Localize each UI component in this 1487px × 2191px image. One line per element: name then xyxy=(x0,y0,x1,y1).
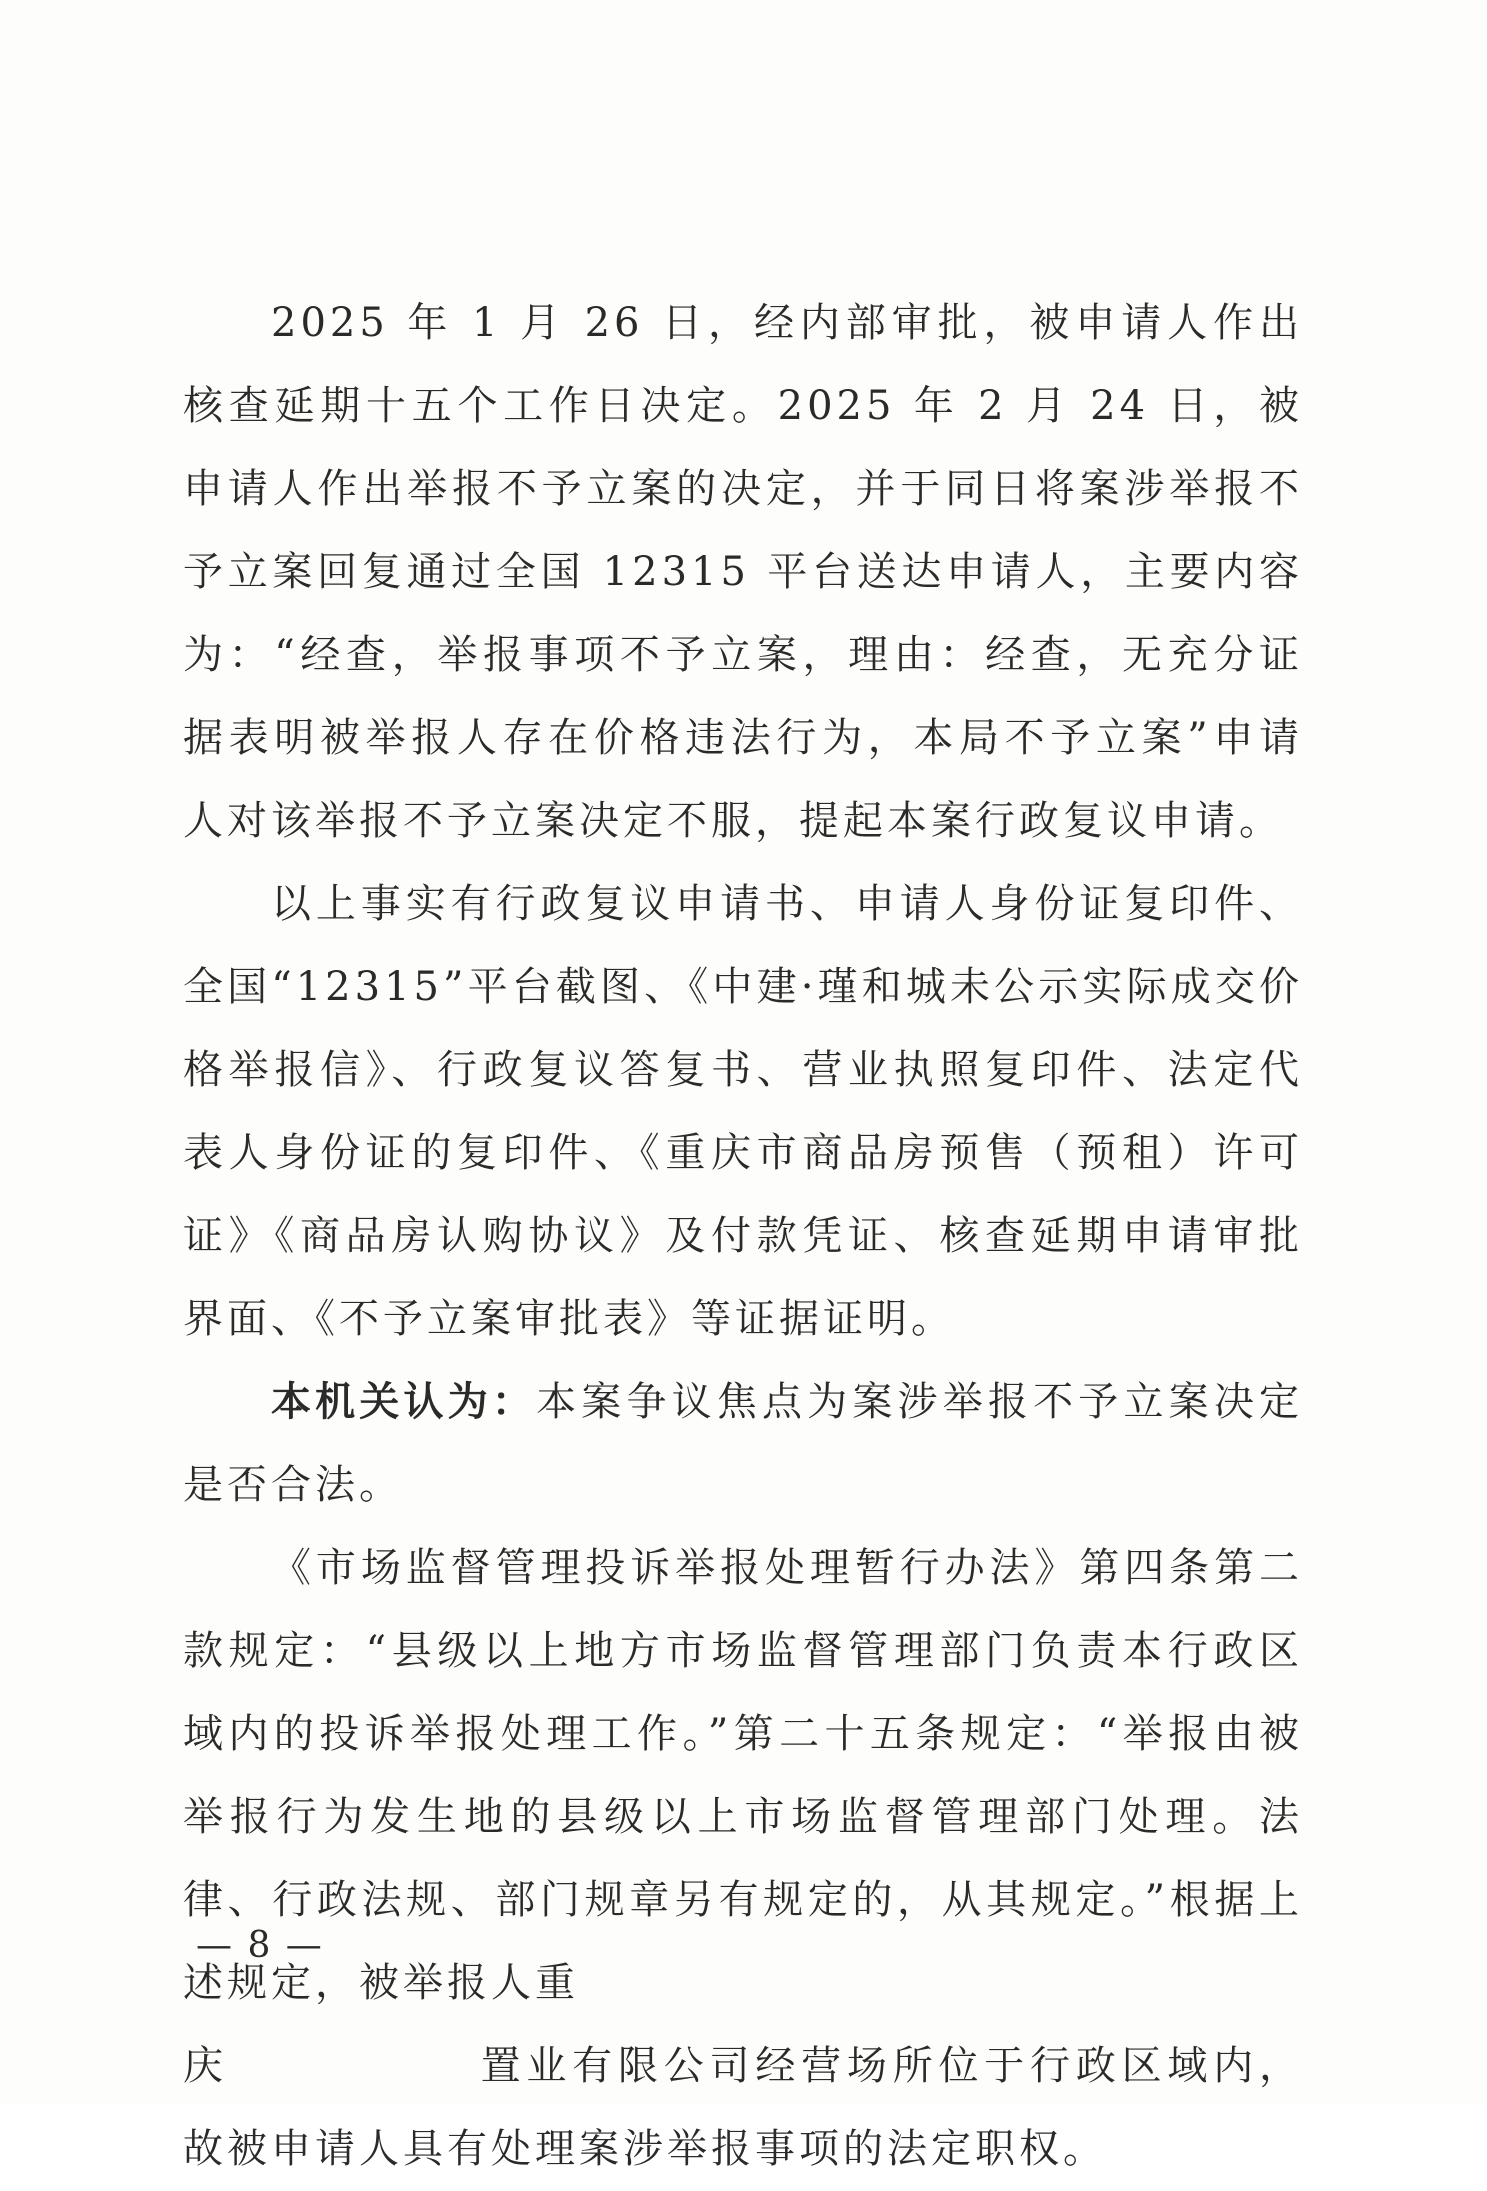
jurisdiction-text: 置业有限公司经营场所位于行政区域内，故被申请人具有处理案涉举报事项的法定职权。 xyxy=(183,2043,1304,2172)
legal-basis-text: 《市场监督管理投诉举报处理暂行办法》第四条第二款规定：“县级以上地方市场监督管理部门负责本行政区域内的投诉举报处理工作。”第二十五条规定：“举报由被举报行为发生地的县级以上市场监督管理部门处理。法律、行政法规、部门规章另有规定的，从其规定。”根据上述规定，被举报人重 xyxy=(183,1545,1303,2006)
redacted-block xyxy=(229,2049,479,2089)
paragraph-legal-basis xyxy=(183,1527,1303,2191)
company-prefix: 庆 xyxy=(183,2043,229,2089)
paragraph-opinion xyxy=(183,1361,1303,1527)
document-body xyxy=(183,282,1303,2191)
paragraph-evidence: 以上事实有行政复议申请书、申请人身份证复印件、全国“12315”平台截图、《中建·瑾和城未公示实际成交价格举报信》、行政复议答复书、营业执照复印件、法定代表人身份证的复印件、《重庆市商品房预售（预租）许可证》《商品房认购协议》及付款凭证、核查延期申请审批界面、《不予立案审批表》等证据证明。 xyxy=(183,881,1303,1342)
paragraph-facts: 2025 年 1 月 26 日，经内部审批，被申请人作出核查延期十五个工作日决定。2025 年 2 月 24 日，被申请人作出举报不予立案的决定，并于同日将案涉举报不予立案回复通过全国 12315 平台送达申请人，主要内容为：“经查，举报事项不予立案，理由：经查，无充分证据表明被举报人存在价格违法行为，本局不予立案”申请人对该举报不予立案决定不服，提起本案行政复议申请。 xyxy=(183,300,1303,844)
opinion-body: 本案争议焦点为案涉举报不予立案决定是否合法。 xyxy=(183,1379,1304,1508)
opinion-label: 本机关认为： xyxy=(271,1379,537,1425)
page-number: — 8 — xyxy=(196,1925,324,1966)
